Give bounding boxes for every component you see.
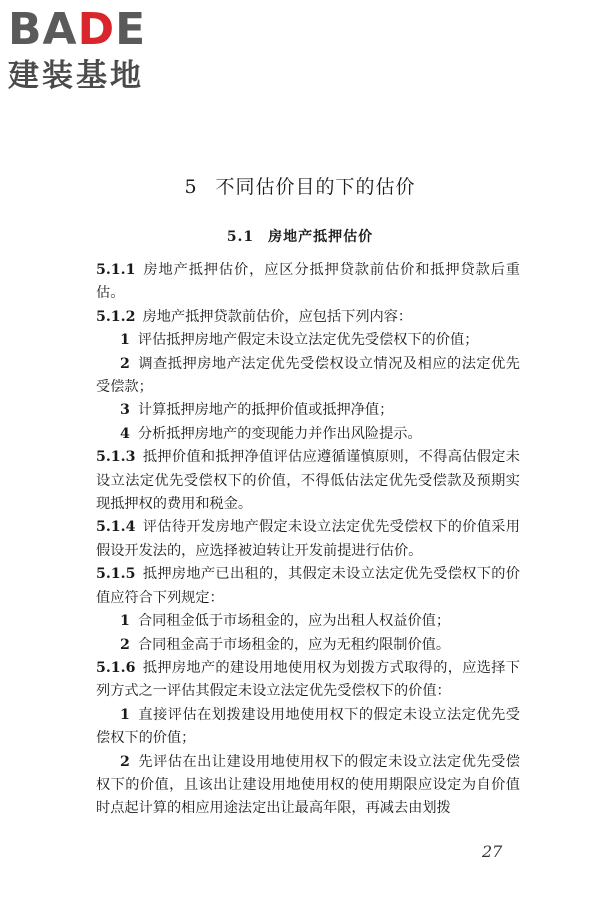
clause-number: 5.1.5 [96, 566, 136, 583]
page-number: 27 [482, 842, 503, 861]
item-number: 1 [120, 706, 130, 723]
logo-wordmark [8, 6, 176, 54]
list-item [96, 704, 520, 751]
clause-text: 抵押价值和抵押净值评估应遵循谨慎原则，不得高估假定未设立法定优先受偿权下的价值，不得低估法定优先受偿款及预期实现抵押权的费用和税金。 [96, 449, 520, 513]
logo-letter: A [42, 4, 78, 55]
logo-letter: B [8, 4, 43, 55]
list-item [96, 423, 520, 446]
item-text: 合同租金低于市场租金的，应为出租人权益价值； [137, 613, 451, 630]
list-item [96, 634, 520, 657]
clause-paragraph [96, 446, 520, 516]
clause-text: 房地产抵押估价，应区分抵押贷款前估价和抵押贷款后重估。 [96, 262, 520, 302]
item-number: 2 [120, 355, 130, 372]
clause-text: 评估待开发房地产假定未设立法定优先受偿权下的价值采用假设开发法的，应选择被迫转让开发前提进行估价。 [96, 519, 520, 559]
chapter-title [0, 172, 600, 199]
clause-text: 房地产抵押贷款前估价，应包括下列内容： [142, 308, 413, 325]
item-text: 调查抵押房地产法定优先受偿权设立情况及相应的法定优先受偿款； [96, 355, 520, 396]
section-title [0, 226, 600, 246]
logo-letter-accent: D [77, 4, 116, 55]
item-number: 1 [120, 332, 130, 349]
section-number: 5.1 [226, 229, 255, 245]
document-body [96, 259, 520, 821]
list-item [96, 329, 520, 352]
chapter-title-text: 不同估价目的下的估价 [215, 176, 416, 198]
item-number: 2 [120, 636, 130, 653]
list-item [96, 610, 520, 633]
item-number: 2 [120, 753, 130, 770]
clause-paragraph [96, 657, 520, 704]
logo-letter: E [115, 4, 147, 55]
item-number: 4 [120, 425, 130, 442]
clause-text: 抵押房地产已出租的，其假定未设立法定优先受偿权下的价值应符合下列规定： [96, 566, 520, 606]
item-text: 评估抵押房地产假定未设立法定优先受偿权下的价值； [137, 332, 479, 349]
list-item [96, 399, 520, 422]
item-text: 分析抵押房地产的变现能力并作出风险提示。 [137, 425, 422, 442]
clause-paragraph [96, 306, 520, 329]
item-number: 3 [120, 402, 130, 419]
list-item [96, 353, 520, 400]
section-title-text: 房地产抵押估价 [268, 229, 374, 245]
clause-text: 抵押房地产的建设用地使用权为划拨方式取得的，应选择下列方式之一评估其假定未设立法定优先受偿权下的价值： [96, 659, 520, 700]
clause-number: 5.1.2 [96, 308, 136, 325]
logo-chinese-text: 建装基地 [8, 58, 144, 94]
item-number: 1 [120, 613, 130, 630]
clause-number: 5.1.1 [96, 262, 136, 278]
item-text: 先评估在出让建设用地使用权下的假定未设立法定优先受偿权下的价值，且该出让建设用地使用权的使用期限应设定为自价值时点起计算的相应用途法定出让最高年限，再减去由划拨 [96, 753, 520, 817]
list-item [96, 751, 520, 821]
clause-paragraph [96, 563, 520, 610]
chapter-number: 5 [184, 176, 198, 198]
item-text: 合同租金高于市场租金的，应为无租约限制价值。 [137, 636, 451, 653]
item-text: 计算抵押房地产的抵押价值或抵押净值； [137, 402, 394, 419]
item-text: 直接评估在划拨建设用地使用权下的假定未设立法定优先受偿权下的价值； [96, 706, 520, 747]
clause-paragraph [96, 516, 520, 563]
clause-number: 5.1.3 [96, 449, 136, 466]
bade-logo [8, 6, 176, 94]
clause-number: 5.1.4 [96, 519, 136, 536]
clause-number: 5.1.6 [96, 659, 136, 676]
clause-paragraph [96, 259, 520, 306]
